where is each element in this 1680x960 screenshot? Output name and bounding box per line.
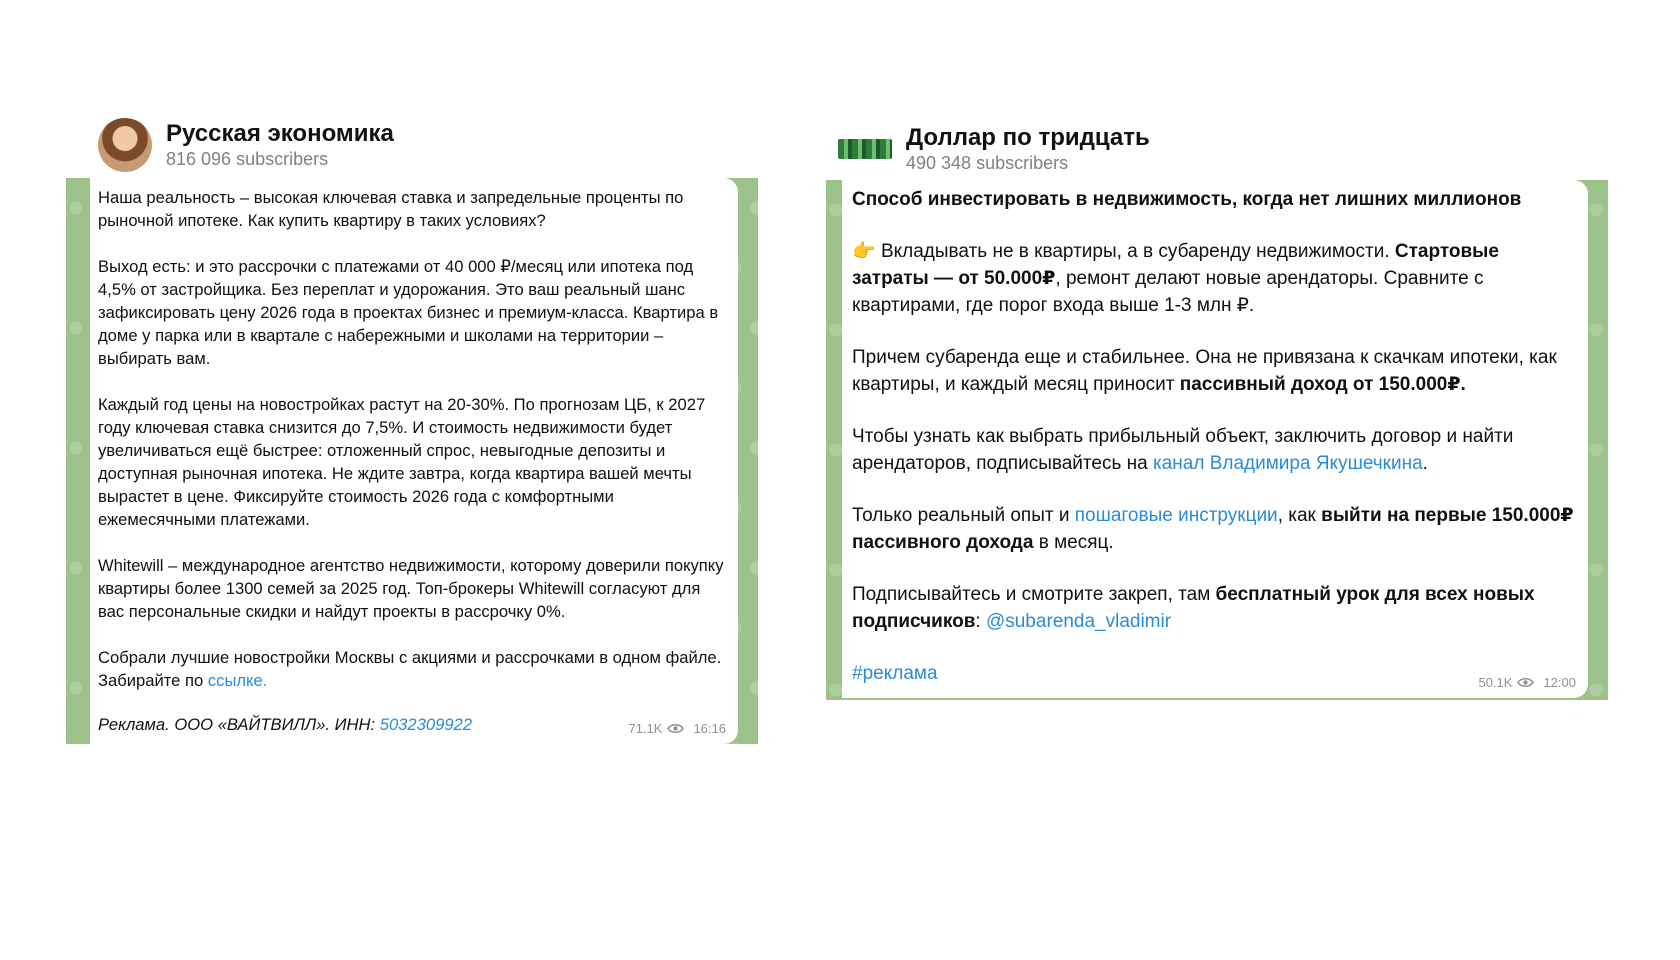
right-post-text: :	[975, 611, 986, 632]
right-post-bold-text: Стартовые затраты — от 50.000₽	[852, 241, 1499, 289]
right-post-paragraph	[852, 502, 1576, 556]
right-post-paragraph	[852, 660, 1576, 687]
pointing-hand-icon: 👉	[852, 241, 876, 262]
left-channel-header[interactable]	[98, 118, 394, 172]
left-post-file-link[interactable]: ссылке.	[207, 671, 268, 690]
right-post-text: Причем субаренда еще и стабильнее. Она не привязана к скачкам ипотеки, как квартиры, и каждый месяц приносит	[852, 347, 1557, 395]
right-post-text: , как	[1277, 505, 1322, 526]
right-channel-subscribers: 490 348 subscribers	[906, 153, 1069, 173]
left-post-paragraph: Каждый год цены на новостройках растут на 20-30%. По прогнозам ЦБ, к 2027 году ключевая ставка снизится до 7,5%. И стоимость недвижимости будет увеличиваться ещё быстрее: отложенный спрос, невыгодные депозиты и доступная рыночная ипотека. Не ждите завтра, когда квартира вашей мечты вырастет в цене. Фиксируйте стоимость 2026 года с комфортными ежемесячными платежами.	[98, 395, 706, 529]
right-channel-title[interactable]: Доллар по тридцать	[906, 124, 1150, 151]
left-post-meta	[628, 721, 726, 736]
left-post-paragraph: Whitewill – международное агентство недвижимости, которому доверили покупку квартиры более 1300 семей за 2025 год. Топ-брокеры Whitewill согласуют для вас персональные скидки и найдут проекты в рассрочку 0%.	[98, 556, 724, 621]
left-channel-subscribers: 816 096 subscribers	[166, 149, 329, 169]
left-post-paragraph: Выход есть: и это рассрочки с платежами от 40 000 ₽/месяц или ипотека под 4,5% от застройщика. Без переплат и удорожания. Это ваш реальный шанс зафиксировать цену 2026 года в проектах бизнес и премиум-класса. Квартира в доме у парка или в квартале с набережными и школами на территории – выбирать вам.	[98, 257, 719, 368]
left-post-views: 71.1K	[628, 721, 663, 736]
eye-icon	[667, 723, 684, 734]
eye-icon	[1517, 677, 1534, 688]
left-channel-avatar[interactable]	[98, 118, 152, 172]
left-post-time: 16:16	[693, 721, 726, 736]
right-post-text: .	[1422, 453, 1428, 474]
right-post-text: Подписывайтесь и смотрите закреп, там	[852, 584, 1216, 605]
left-post-paragraph: Наша реальность – высокая ключевая ставка и запредельные проценты по рыночной ипотеке. Как купить квартиру в таких условиях?	[98, 188, 684, 230]
right-post-text: , ремонт делают новые арендаторы. Сравните с квартирами, где порог входа выше 1-3 млн ₽.	[852, 268, 1484, 316]
username-link[interactable]: @subarenda_vladimir	[985, 611, 1172, 632]
left-post-bubble	[90, 178, 738, 744]
hashtag-link[interactable]: #реклама	[852, 663, 938, 684]
right-channel-avatar[interactable]	[838, 139, 892, 159]
channel-link[interactable]: канал Владимира Якушечкина	[1153, 453, 1423, 474]
right-post-background	[826, 180, 1608, 700]
right-post-meta	[1478, 675, 1576, 690]
right-post-bold-text: выйти на первые 150.000₽ пассивного дохода	[852, 505, 1574, 553]
left-post-ad-text: Реклама. ООО «ВАЙТВИЛЛ». ИНН:	[98, 715, 380, 734]
right-post-text: Только реальный опыт и	[852, 505, 1075, 526]
right-post-paragraph	[852, 423, 1576, 477]
right-post-headline: Способ инвестировать в недвижимость, когда нет лишних миллионов	[852, 189, 1522, 210]
right-post-paragraph	[852, 238, 1576, 319]
left-post-background	[66, 178, 758, 744]
right-post-bubble	[842, 180, 1588, 698]
right-post-body	[852, 186, 1576, 687]
right-post-paragraph	[852, 581, 1576, 635]
right-post-text: Чтобы узнать как выбрать прибыльный объект, заключить договор и найти арендаторов, подписывайтесь на	[852, 426, 1514, 474]
instructions-link[interactable]: пошаговые инструкции	[1074, 505, 1278, 526]
right-post-text: в месяц.	[1033, 532, 1114, 553]
right-post-bold-text: бесплатный урок для всех новых подписчиков	[852, 584, 1535, 632]
left-post-body	[98, 186, 726, 736]
right-post-views: 50.1K	[1478, 675, 1513, 690]
right-post-bold-text: пассивный доход от 150.000₽.	[1179, 374, 1466, 395]
right-post-paragraph	[852, 344, 1576, 398]
right-post-time: 12:00	[1543, 675, 1576, 690]
right-channel-header[interactable]	[838, 124, 1150, 174]
left-channel-title[interactable]: Русская экономика	[166, 120, 394, 147]
left-post-text: Собрали лучшие новостройки Москвы с акциями и рассрочками в одном файле. Забирайте по	[98, 648, 722, 690]
left-post-inn-link[interactable]: 5032309922	[379, 715, 473, 734]
left-post-paragraph	[98, 646, 726, 692]
right-post-text: Вкладывать не в квартиры, а в субаренду недвижимости.	[875, 241, 1395, 262]
